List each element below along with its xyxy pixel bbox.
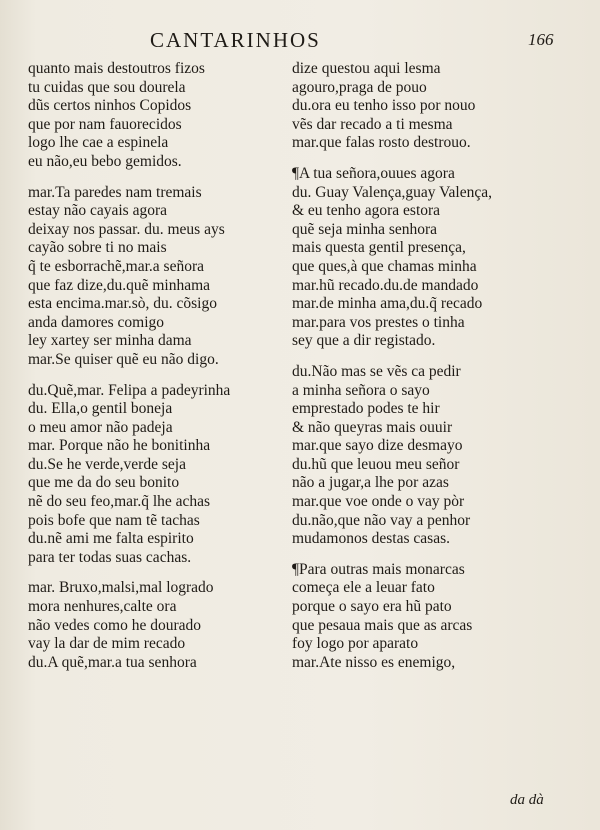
verse-line: mar.Se quiser quẽ eu não digo. (28, 350, 219, 368)
verse-stanza (292, 60, 562, 153)
verse-line: que por nam fauorecidos (28, 115, 182, 133)
verse-line: que ques,à que chamas minha (292, 257, 477, 275)
verse-line: começa ele a leuar fato (292, 579, 435, 597)
verse-line: pois bofe que nam tẽ tachas (28, 511, 200, 529)
verse-line: mar.que voe onde o vay pòr (292, 493, 465, 511)
verse-line: não vedes como he dourado (28, 616, 202, 634)
verse-stanza (28, 60, 298, 172)
verse-line: eu não,eu bebo gemidos. (28, 152, 182, 170)
verse-line: deixay nos passar. du. meus ays (28, 220, 225, 238)
verse-stanza (28, 382, 298, 568)
verse-line: q̃ te esborrachẽ,mar.a señora (28, 257, 205, 275)
verse-line: anda damores comigo (28, 313, 165, 331)
verse-line: mais questa gentil presença, (292, 239, 466, 257)
verse-line: estay não cayais agora (28, 202, 168, 220)
verse-line: & eu tenho agora estora (292, 202, 441, 220)
verse-line: du.não,que não vay a penhor (292, 511, 471, 529)
verse-line: nẽ do seu feo,mar.q̃ lhe achas (28, 493, 211, 511)
verse-line: logo lhe cae a espinela (28, 134, 169, 152)
verse-stanza (292, 165, 562, 351)
verse-line: mar. Porque não he bonitinha (28, 437, 211, 455)
verse-line: quanto mais destoutros fizos (28, 60, 205, 77)
verse-line: du. Guay Valença,guay Valença, (292, 183, 492, 201)
verse-line: que me da do seu bonito (28, 474, 180, 492)
verse-line: não a jugar,a lhe por azas (292, 474, 449, 492)
left-column (28, 60, 298, 684)
verse-line: ¶A tua señora,ouues agora (292, 164, 455, 182)
verse-line: o meu amor não padeja (28, 418, 173, 436)
catchword: da dà (510, 792, 544, 808)
verse-line: du.Não mas se vẽs ca pedir (292, 362, 461, 380)
verse-line: mar.Ta paredes nam tremais (28, 183, 202, 201)
verse-line: du.ora eu tenho isso por nouo (292, 97, 476, 115)
verse-line: que faz dize,du.quẽ minhama (28, 276, 211, 294)
verse-line: que pesaua mais que as arcas (292, 616, 473, 634)
verse-stanza (28, 579, 298, 672)
page-header (0, 28, 600, 58)
verse-stanza (292, 561, 562, 673)
verse-line: mora nenhures,calte ora (28, 598, 177, 616)
verse-line: tu cuidas que sou dourela (28, 78, 186, 96)
verse-line: du.A quẽ,mar.a tua senhora (28, 653, 197, 671)
verse-line: sey que a dir registado. (292, 332, 436, 350)
verse-line: vẽs dar recado a ti mesma (292, 115, 453, 133)
page-number: 166 (528, 30, 554, 49)
verse-line: mar. Bruxo,malsi,mal logrado (28, 579, 214, 597)
verse-line: mudamonos destas casas. (292, 530, 450, 548)
right-column (292, 60, 562, 684)
verse-line: mar.para vos prestes o tinha (292, 313, 465, 331)
verse-line: quẽ seja minha senhora (292, 220, 438, 238)
verse-line: du.hũ que leuou meu señor (292, 455, 460, 473)
verse-line: mar.hũ recado.du.de mandado (292, 276, 479, 294)
verse-line: emprestado podes te hir (292, 400, 440, 418)
verse-line: dize questou aqui lesma (292, 60, 441, 77)
verse-line: du.Se he verde,verde seja (28, 455, 186, 473)
verse-line: mar.Ate nisso es enemigo, (292, 653, 456, 671)
verse-line: cayão sobre ti no mais (28, 239, 167, 257)
verse-line: mar.que falas rosto destrouo. (292, 134, 471, 152)
verse-line: du.Quẽ,mar. Felipa a padeyrinha (28, 381, 231, 399)
verse-line: para ter todas suas cachas. (28, 548, 192, 566)
verse-line: porque o sayo era hũ pato (292, 598, 452, 616)
verse-line: du.nẽ ami me falta espirito (28, 530, 194, 548)
verse-line: vay la dar de mim recado (28, 635, 186, 653)
verse-line: du. Ella,o gentil boneja (28, 400, 173, 418)
verse-line: ¶Para outras mais monarcas (292, 560, 465, 578)
verse-line: mar.que sayo dize desmayo (292, 437, 463, 455)
verse-line: mar.de minha ama,du.q̃ recado (292, 295, 483, 313)
verse-line: a minha señora o sayo (292, 381, 430, 399)
verse-line: & não queyras mais ouuir (292, 418, 453, 436)
verse-line: agouro,praga de pouo (292, 78, 427, 96)
verse-line: ley xartey ser minha dama (28, 332, 192, 350)
verse-line: foy logo por aparato (292, 635, 419, 653)
running-title: CANTARINHOS (150, 28, 321, 52)
verse-stanza (292, 363, 562, 549)
verse-line: esta encima.mar.sò, du. cõsigo (28, 295, 217, 313)
verse-stanza (28, 184, 298, 370)
verse-line: dũs certos ninhos Copidos (28, 97, 192, 115)
